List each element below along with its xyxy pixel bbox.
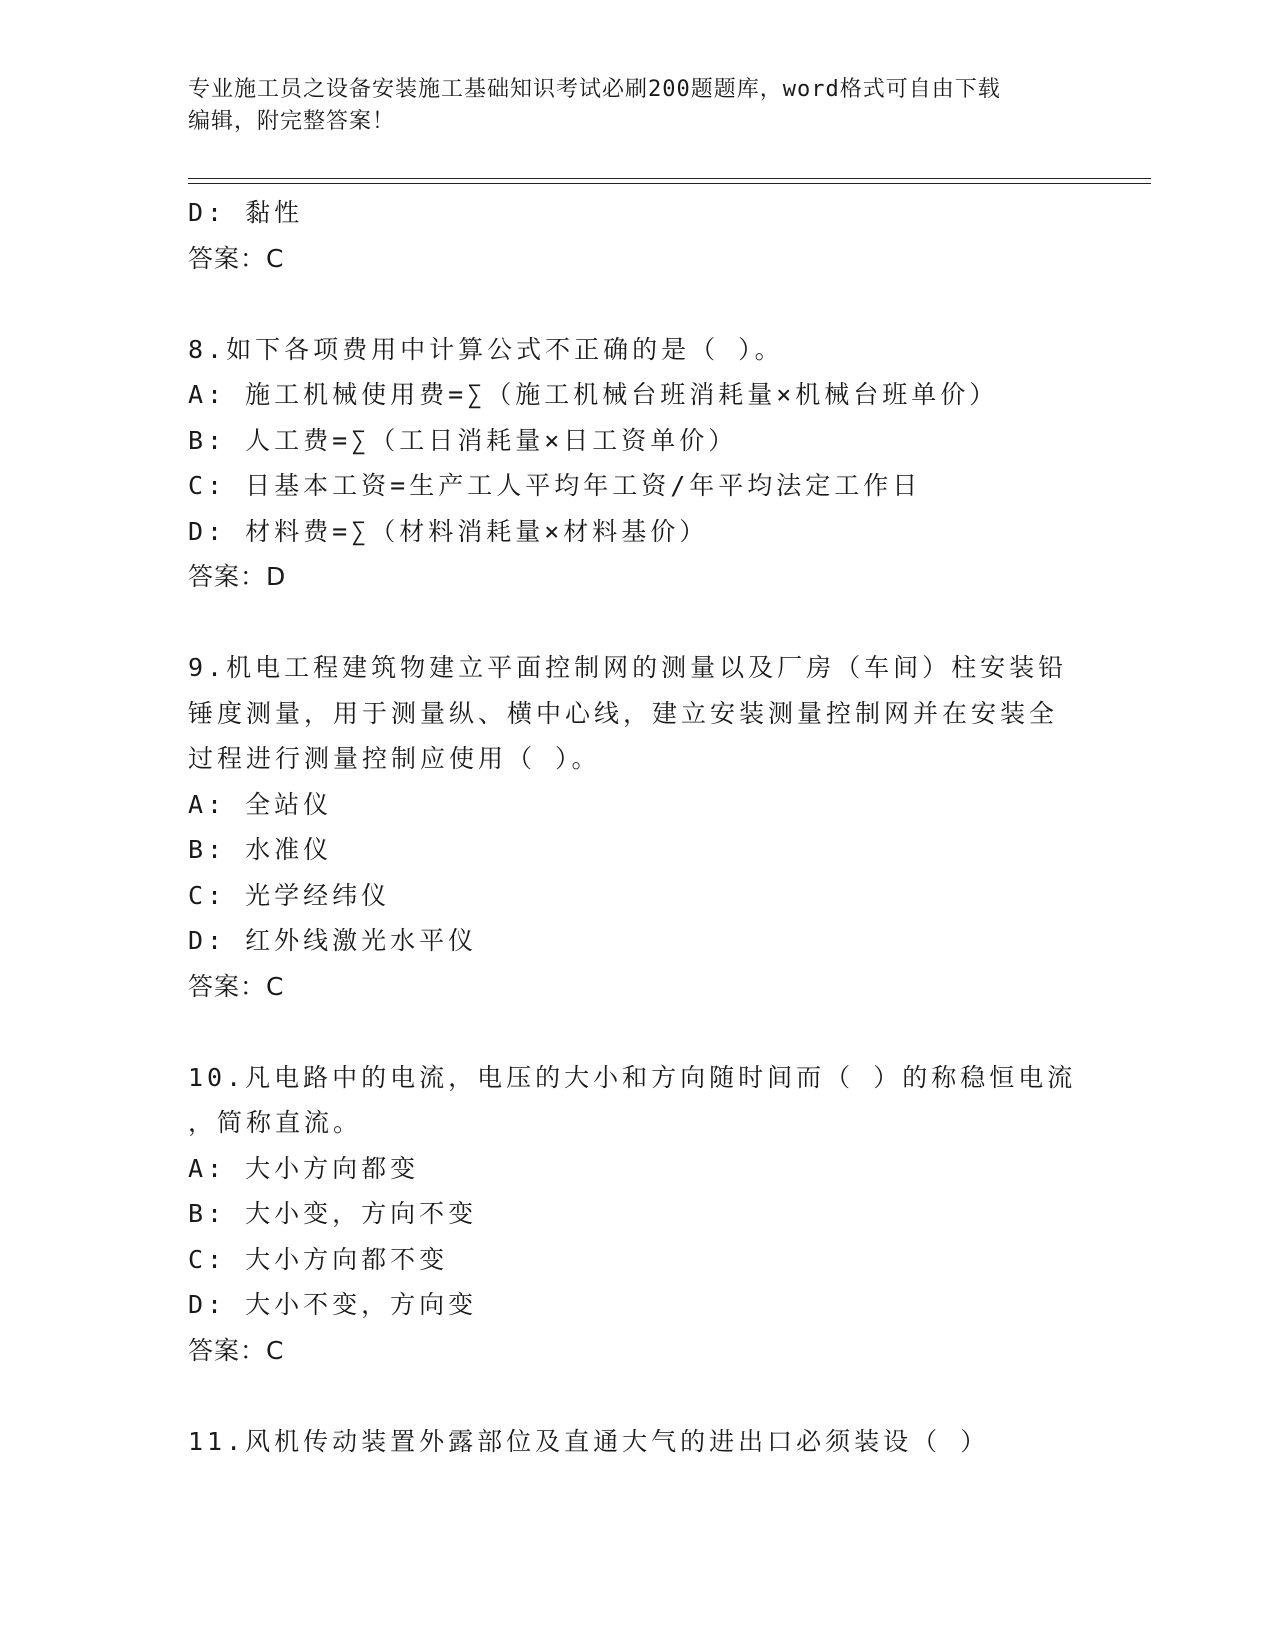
question-10 [188,1055,1088,1374]
option-d: D: 红外线激光水平仪 [188,926,478,955]
spacer [188,600,1088,646]
option-c: C: 光学经纬仪 [188,880,391,910]
option-a: A: 大小方向都变 [188,1153,420,1183]
question-text-line-1: 10.凡电路中的电流，电压的大小和方向随时间而（ ）的称稳恒电流 [188,1062,1077,1092]
option-d: D: 黏性 [188,198,304,227]
option-b: B: 人工费=∑（工日消耗量×日工资单价） [188,425,738,455]
answer-line: 答案：D [188,562,287,591]
question-content [188,190,1088,1464]
question-text-line-1: 9.机电工程建筑物建立平面控制网的测量以及厂房（车间）柱安装铅 [188,653,1068,682]
answer-line: 答案：C [188,1335,285,1365]
question-text-line-2: ，简称直流。 [188,1108,363,1137]
answer-line: 答案：C [188,243,285,273]
header-rule-bottom [188,183,1151,184]
answer-line: 答案：C [188,971,285,1001]
document-header [188,74,1088,138]
question-text-line-2: 锤度测量，用于测量纵、横中心线，建立安装测量控制网并在安装全 [188,698,1059,728]
option-a: A: 施工机械使用费=∑（施工机械台班消耗量×机械台班单价） [188,380,999,409]
question-9 [188,645,1088,1009]
option-d: D: 大小不变，方向变 [188,1290,478,1319]
question-text: 11.风机传动装置外露部位及直通大气的进出口必须装设（ ） [188,1426,990,1456]
header-line-1: 专业施工员之设备安装施工基础知识考试必刷200题题库，word格式可自由下载 [188,77,1001,102]
header-line-2: 编辑，附完整答案！ [188,109,396,134]
question-text-line-3: 过程进行测量控制应使用（ ）。 [188,744,601,773]
question-text: 8.如下各项费用中计算公式不正确的是（ ）。 [188,334,784,364]
header-rule-top [188,178,1151,179]
option-b: B: 水准仪 [188,835,333,864]
spacer [188,1373,1088,1419]
option-c: C: 大小方向都不变 [188,1244,449,1274]
spacer [188,281,1088,327]
option-d: D: 材料费=∑（材料消耗量×材料基价） [188,516,709,546]
option-c: C: 日基本工资=生产工人平均年工资/年平均法定工作日 [188,471,922,500]
option-b: B: 大小变，方向不变 [188,1199,478,1228]
question-8 [188,327,1088,600]
previous-question-tail [188,190,1088,281]
spacer [188,1009,1088,1055]
question-11 [188,1419,1088,1465]
option-a: A: 全站仪 [188,789,333,819]
